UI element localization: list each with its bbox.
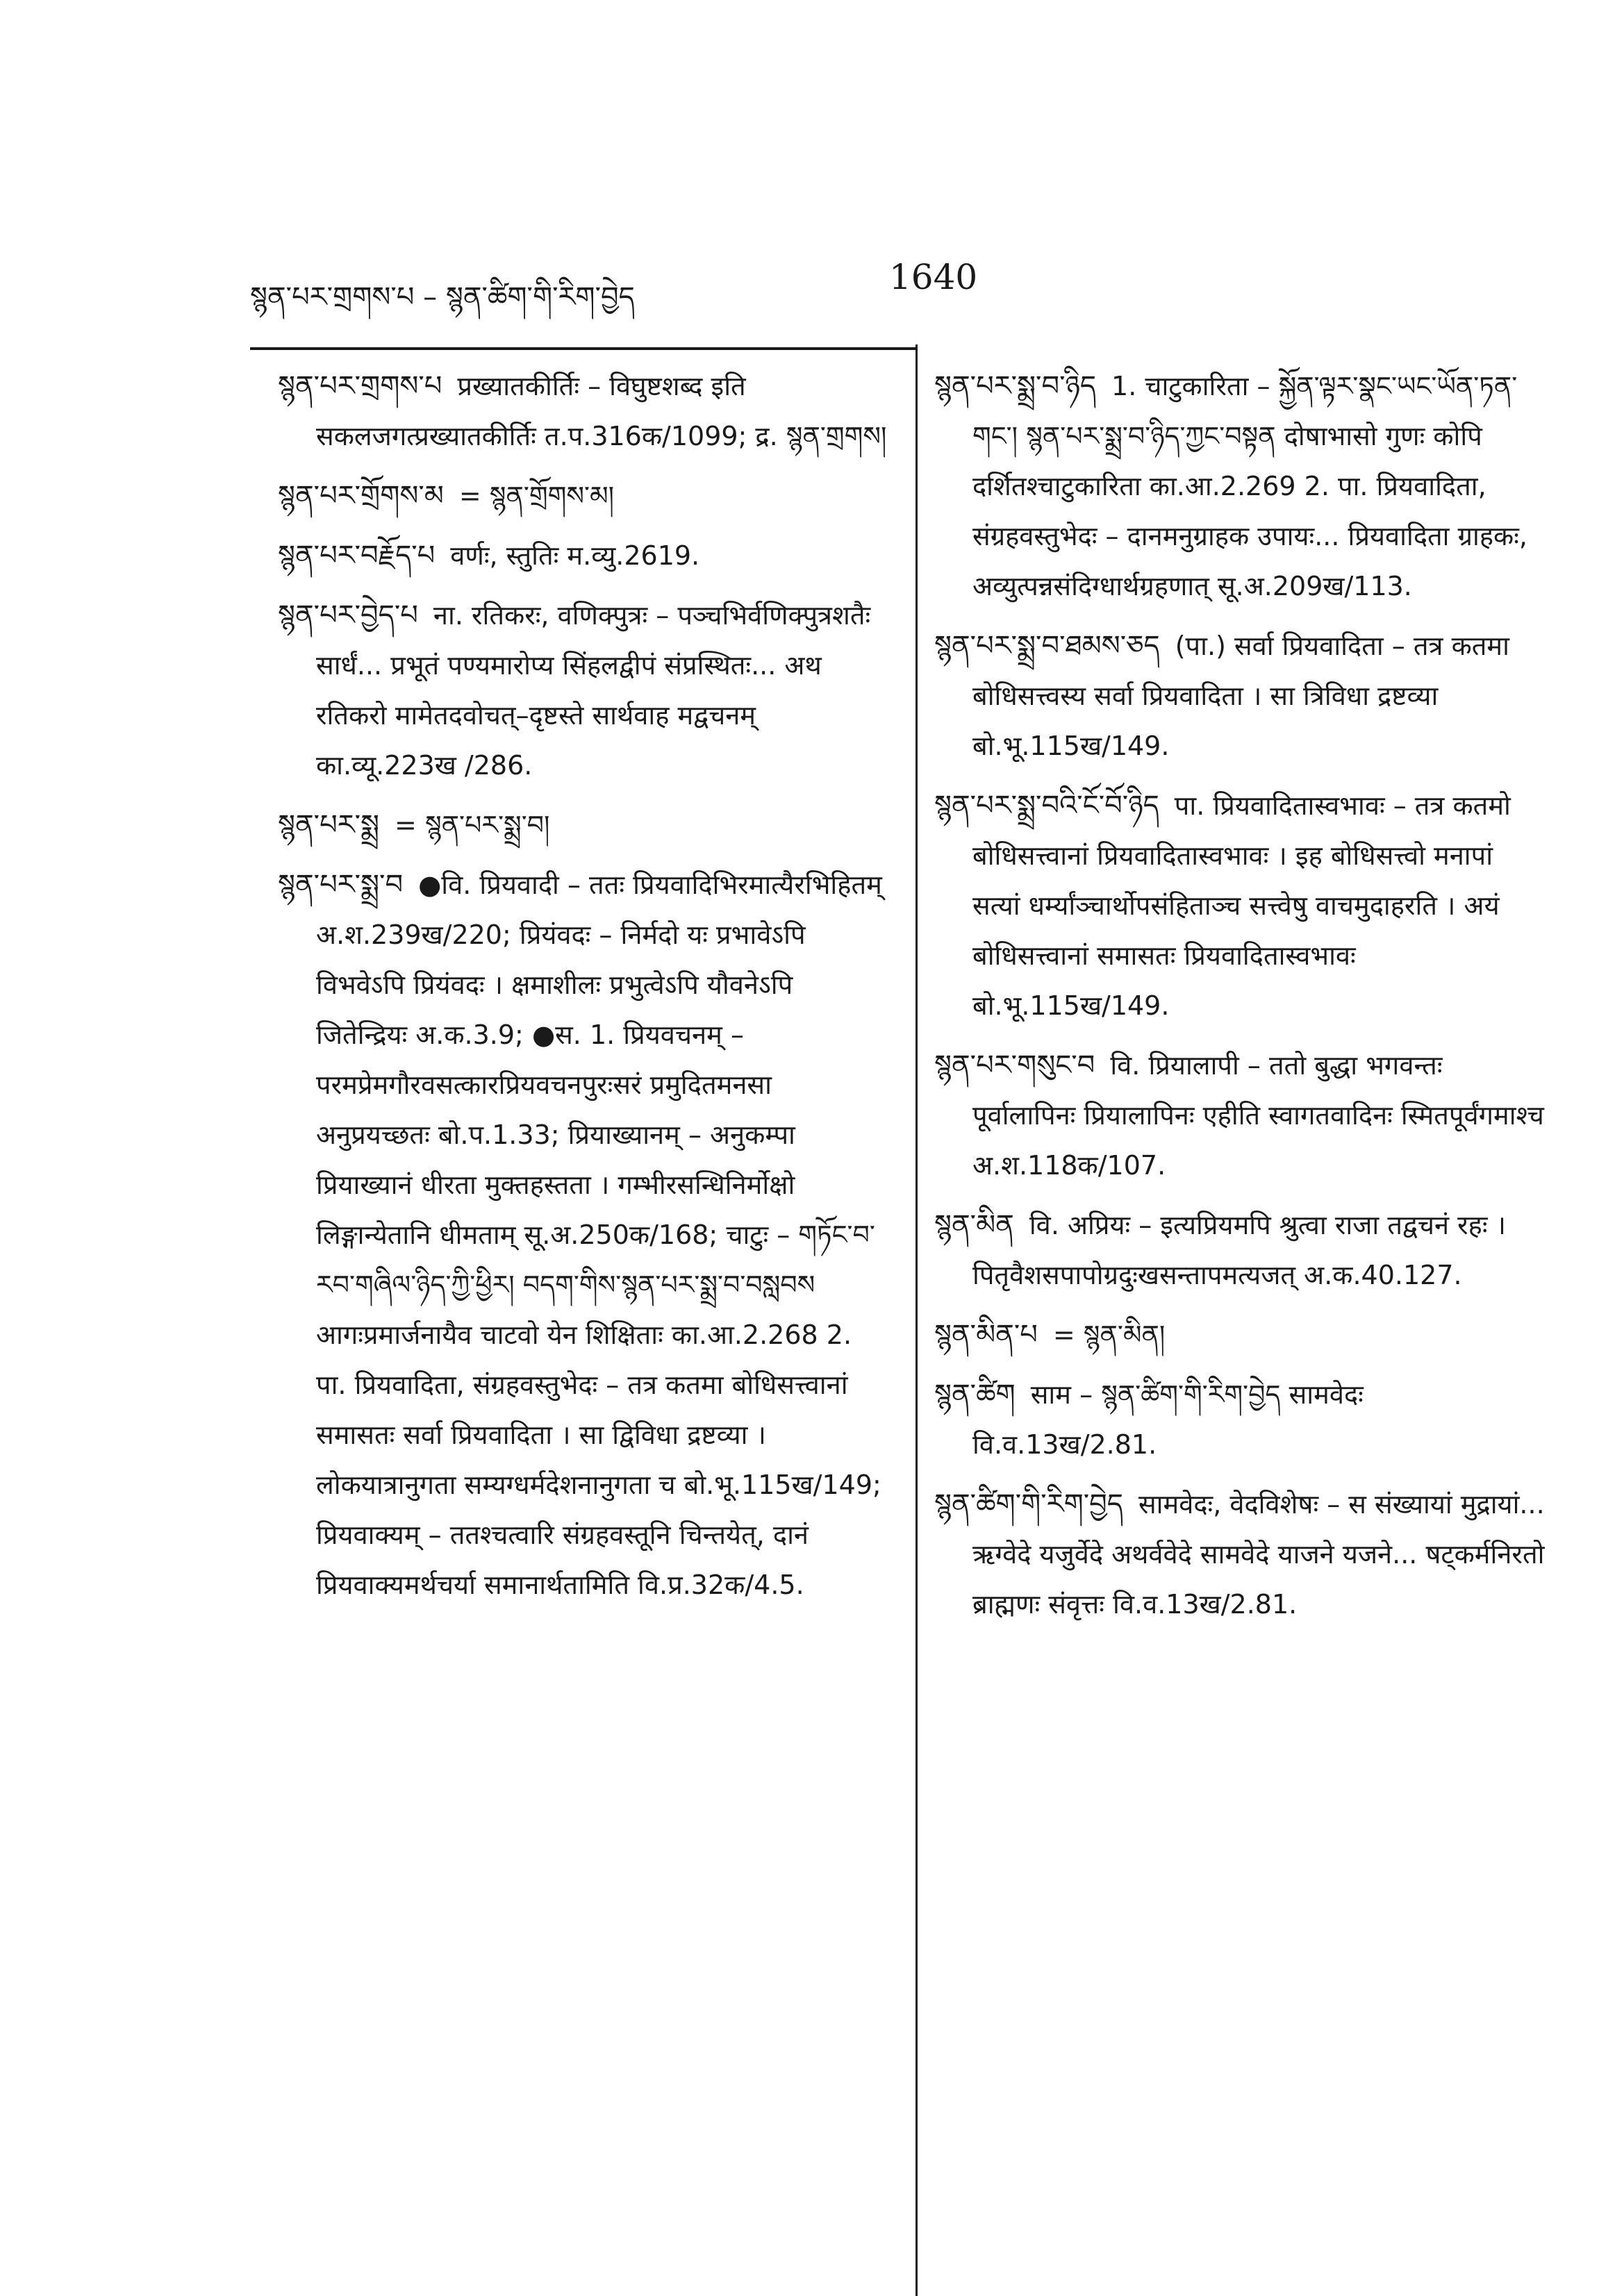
entry-definition: सामवेदः, वेदविशेषः – स संख्यायां मुद्रायां... ऋग्वेदे यजुर्वेदे अथर्ववेदे सामवेदे याजने यजने... षट्कर्मनिरतो ब्राह्मणः संवृत्तः वि.व.13ख/2.81. xyxy=(972,1489,1545,1620)
entry-definition: प्रख्यातकीर्तिः – विघुष्टशब्द इति सकलजगत्प्रख्यातकीर्तिः त.प.316क/1099; द्र. སྙན་གྲགས། xyxy=(316,371,887,451)
entry-definition: वर्णः, स्तुतिः म.व्यु.2619. xyxy=(450,540,700,571)
dictionary-entry xyxy=(278,860,889,1610)
entry-headword: སྙན་པར་གྲོགས་མ xyxy=(278,480,444,512)
dictionary-entry xyxy=(934,781,1546,1031)
entry-headword: སྙན་པར་བྱེད་པ xyxy=(278,599,418,631)
dictionary-entry xyxy=(278,361,889,461)
entry-headword: སྙན་པར་སྨྲ་བ xyxy=(278,869,404,901)
entry-definition: ना. रतिकरः, वणिक्पुत्रः – पञ्चभिर्वणिक्पुत्रशतैः सार्धं... प्रभूतं पण्यमारोप्य सिंहलद्वीपं संप्रस्थितः... अथ रतिकरो मामेतदवोचत्–दृष्टस्ते सार्थवाह मद्वचनम् का.व्यू.223ख /286. xyxy=(316,600,871,781)
entry-definition: वि. अप्रियः – इत्यप्रियमपि श्रुत्वा राजा तद्वचनं रहः । पितृवैशसपापोग्रदुःखसन्तापमत्यजत् अ.क.40.127. xyxy=(972,1210,1507,1290)
entry-definition: = སྙན་གྲོགས་མ། xyxy=(458,481,615,511)
entry-definition: ●वि. प्रियवादी – ततः प्रियवादिभिरमात्यैरभिहितम् अ.श.239ख/220; प्रियंवदः – निर्मदो यः प्रभावेऽपि विभवेऽपि प्रियंवदः । क्षमाशीलः प्रभुत्वेऽपि यौवनेऽपि जितेन्द्रियः अ.क.3.9; ●स. 1. प्रियवचनम् – परमप्रेमगौरवसत्कारप्रियवचनपुरःसरं प्रमुदितमनसा अनुप्रयच्छतः बो.प.1.33; प्रियाख्यानम् – अनुकम्पा प्रियाख्यानं धीरता मुक्तहस्तता । गम्भीरसन्धिनिर्मोक्षो लिङ्गान्येतानि धीमताम् सू.अ.250क/168; चाटुः – གཏོང་བ་རབ་གཞིལ་ཉིད་ཀྱི་ཕྱིར། བདག་གིས་སྙན་པར་སྨྲ་བ་བསླབས आगःप्रमार्जनायैव चाटवो येन शिक्षिताः का.आ.2.268 2. पा. प्रियवादिता, संग्रहवस्तुभेदः – तत्र कतमा बोधिसत्त्वानां समासतः सर्वा प्रियवादिता । सा द्विविधा द्रष्टव्या । लोकयात्रानुगता सम्यग्धर्मदेशनानुगता च बो.भू.115ख/149; प्रियवाक्यम् – ततश्चत्वारि संग्रहवस्तूनि चिन्तयेत्, दानं प्रियवाक्यमर्थचर्या समानार्थतामिति वि.प्र.32क/4.5. xyxy=(316,870,882,1600)
page-number: 1640 xyxy=(889,257,978,297)
page-header xyxy=(250,257,1445,319)
running-head: སྙན་པར་གྲགས་པ – སྙན་ཚིག་གི་རིག་བྱེད xyxy=(250,281,635,313)
entry-definition: साम – སྙན་ཚིག་གི་རིག་བྱེད सामवेदः वि.व.13ख/2.81. xyxy=(972,1379,1364,1460)
entry-headword: སྙན་པར་བརྗོད་པ xyxy=(278,540,436,572)
entry-headword: སྙན་ཚིག་གི་རིག་བྱེད xyxy=(934,1488,1123,1520)
header-rule xyxy=(250,347,917,350)
dictionary-entry xyxy=(278,471,889,521)
dictionary-entry xyxy=(934,1310,1546,1360)
dictionary-entry xyxy=(278,800,889,850)
dictionary-entry xyxy=(934,1040,1546,1190)
entry-headword: སྙན་པར་སྨྲ་བ་ཐམས་ཅད xyxy=(934,630,1160,662)
dictionary-entry xyxy=(934,1479,1546,1629)
entry-headword: སྙན་མིན xyxy=(934,1209,1014,1241)
entry-headword: སྙན་པར་གྲགས་པ xyxy=(278,370,442,402)
dictionary-entry xyxy=(934,361,1546,611)
entry-headword: སྙན་ཚིག xyxy=(934,1379,1016,1411)
entry-definition: = སྙན་མིན། xyxy=(1052,1320,1166,1350)
left-column xyxy=(278,361,889,1620)
right-column xyxy=(934,361,1546,1639)
entry-headword: སྙན་མིན་པ xyxy=(934,1319,1038,1351)
dictionary-entry xyxy=(278,590,889,790)
entry-definition: वि. प्रियालापी – ततो बुद्धा भगवन्तः पूर्वालापिनः प्रियालापिनः एहीति स्वागतवादिनः स्मितपूर्वंगमाश्च अ.श.118क/107. xyxy=(972,1050,1544,1181)
dictionary-entry xyxy=(278,531,889,581)
column-divider xyxy=(915,344,918,2296)
dictionary-entry xyxy=(934,621,1546,771)
entry-definition: = སྙན་པར་སྨྲ་བ། xyxy=(395,810,550,840)
dictionary-entry xyxy=(934,1200,1546,1300)
entry-headword: སྙན་པར་གསུང་བ xyxy=(934,1049,1095,1081)
entry-headword: སྙན་པར་སྨྲ་བ་ཉིད xyxy=(934,370,1097,402)
entry-headword: སྙན་པར་སྨྲ xyxy=(278,809,380,841)
entry-definition: (पा.) सर्वा प्रियवादिता – तत्र कतमा बोधिसत्त्वस्य सर्वा प्रियवादिता । सा त्रिविधा द्रष्टव्या बो.भू.115ख/149. xyxy=(972,631,1509,761)
entry-definition: 1. चाटुकारिता – སྐྱོན་ལྟར་སྣང་ཡང་ཡོན་ཏན་གང་། སྙན་པར་སྨྲ་བ་ཉིད་ཀྱང་བསྟན दोषाभासो गुणः कोपि दर्शितश्चाटुकारिता का.आ.2.269 2. पा. प्रियवादिता, संग्रहवस्तुभेदः – दानमनुग्राहक उपायः... प्रियवादिता ग्राहकः, अव्युत्पन्नसंदिग्धार्थग्रहणात् सू.अ.209ख/113. xyxy=(972,371,1527,601)
dictionary-entry xyxy=(934,1370,1546,1470)
entry-definition: पा. प्रियवादितास्वभावः – तत्र कतमो बोधिसत्त्वानां प्रियवादितास्वभावः । इह बोधिसत्त्वो मनापां सत्यां धर्म्यांञ्चार्थोपसंहिताञ्च सत्त्वेषु वाचमुदाहरति । अयं बोधिसत्त्वानां समासतः प्रियवादितास्वभावः बो.भू.115ख/149. xyxy=(972,790,1511,1021)
entry-headword: སྙན་པར་སྨྲ་བའི་ངོ་བོ་ཉིད xyxy=(934,790,1159,822)
